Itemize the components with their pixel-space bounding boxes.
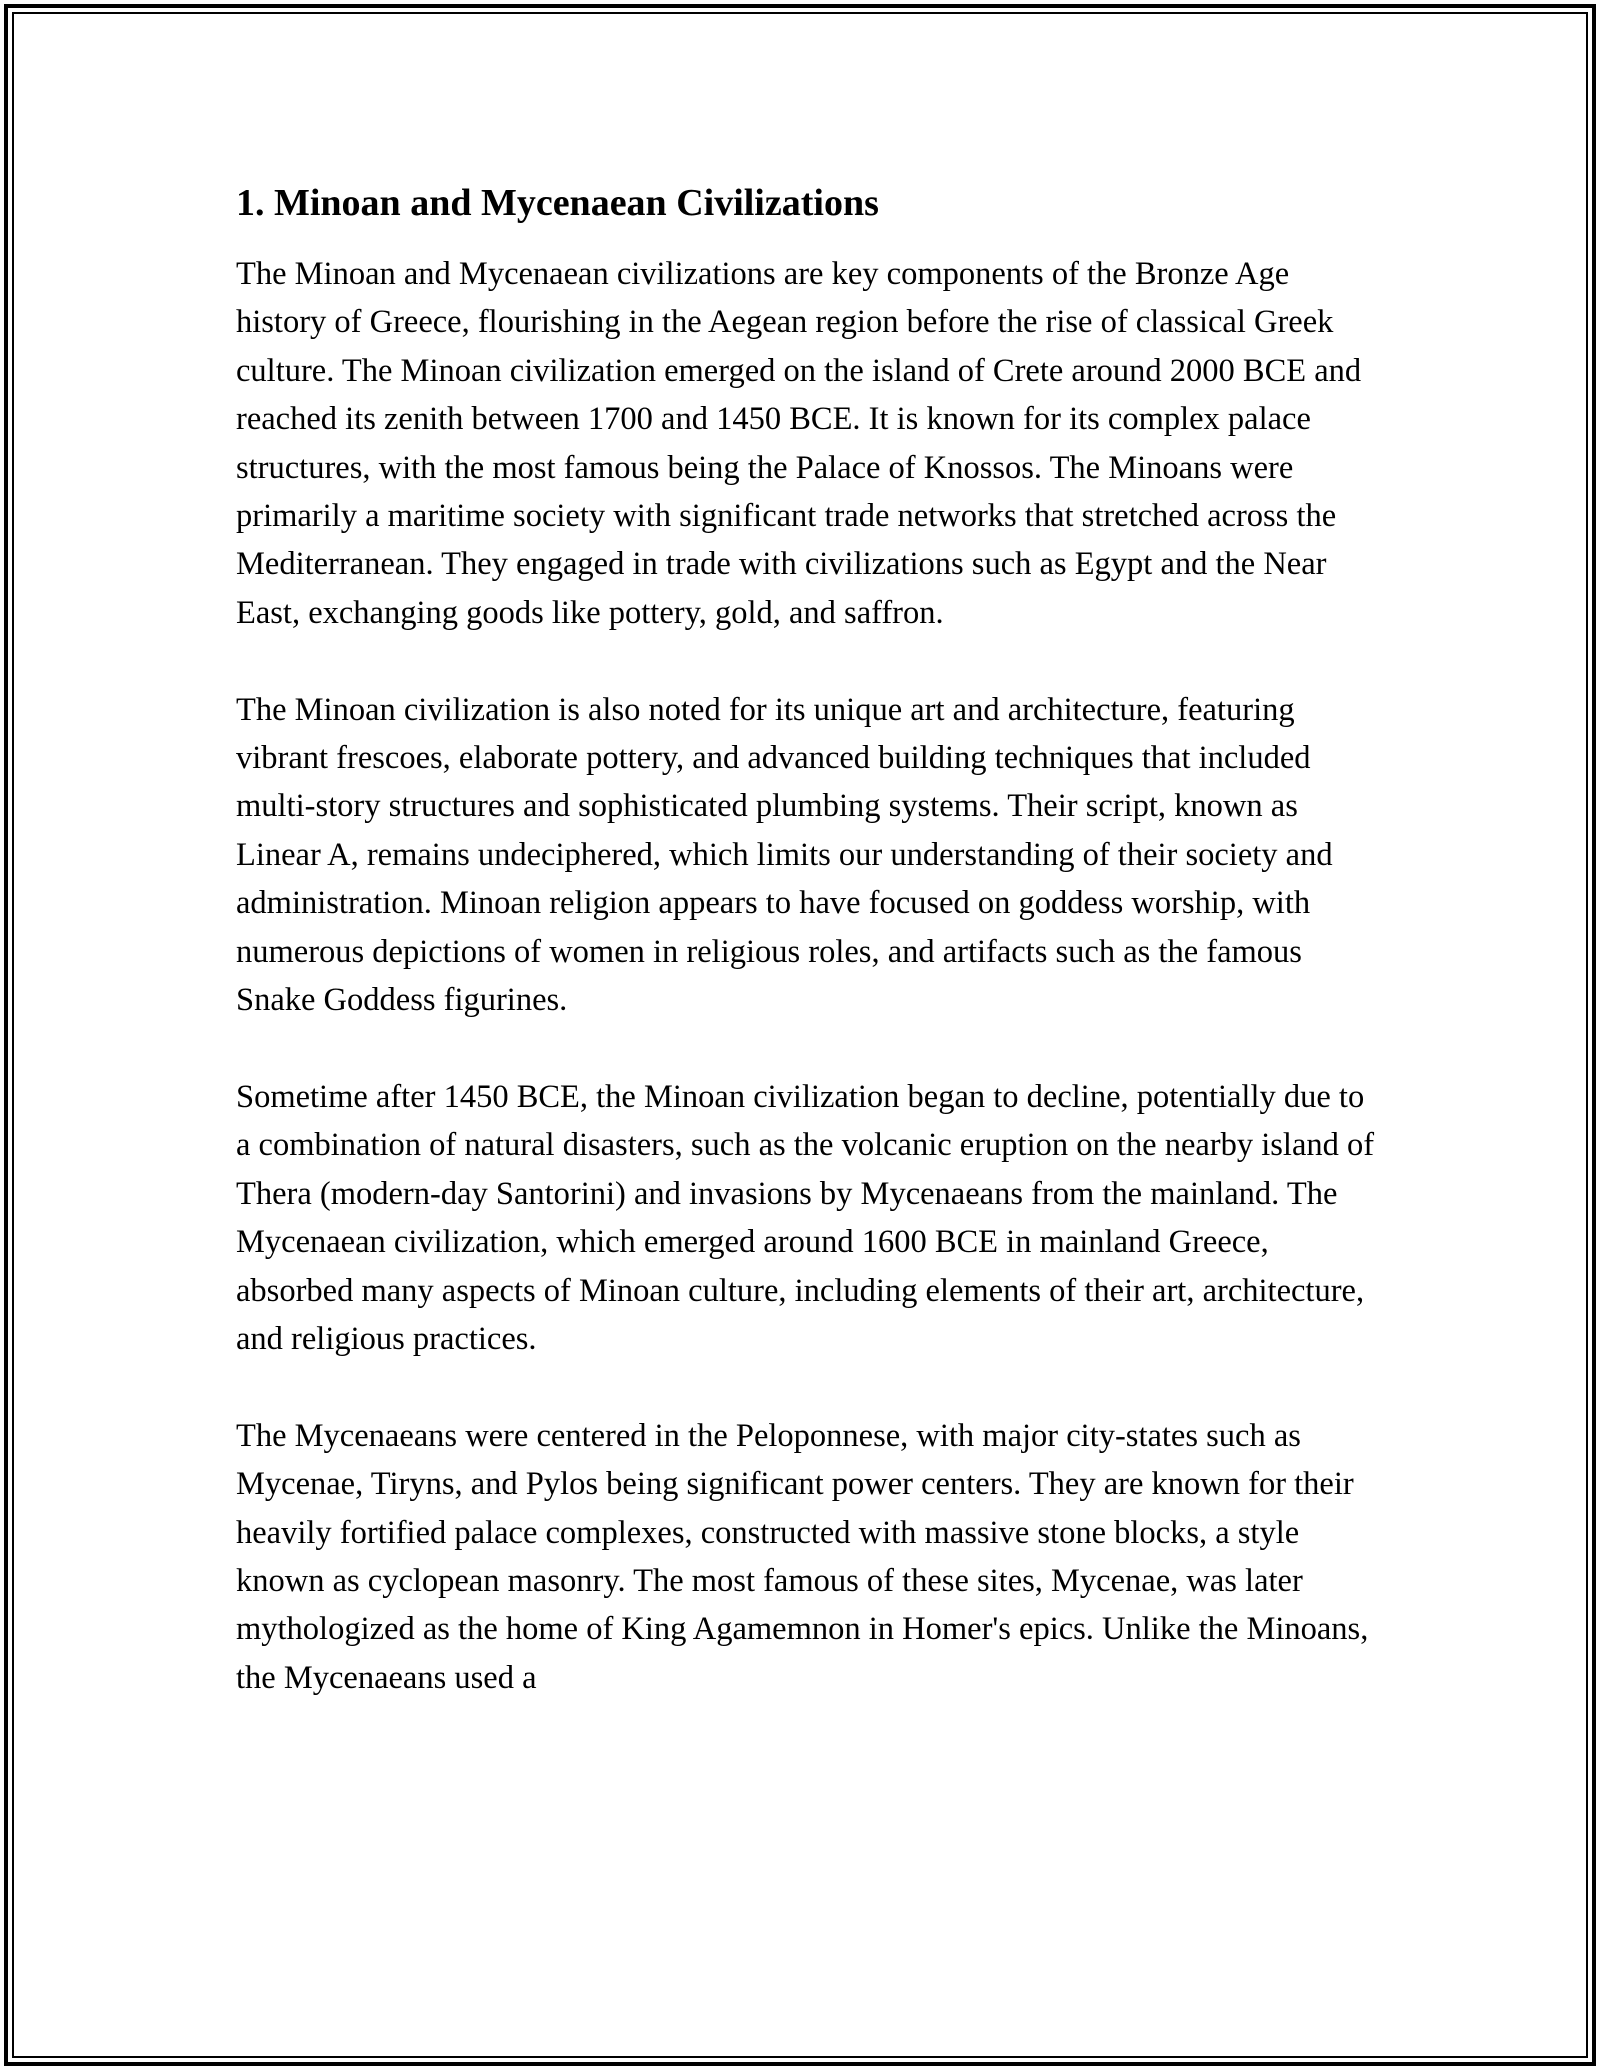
paragraph-mycenaeans: The Mycenaeans were centered in the Peloponnese, with major city-states such as Mycenae, Tiryns, and Pylos being significant power centers. They are known for their heavily fortified palace complexes, constructed with massive stone blocks, a style known as cyclopean masonry. The most famous of these sites, Mycenae, was later mythologized as the home of King Agamemnon in Homer's epics. Unlike the Minoans, the Mycenaeans used a xyxy=(236,1417,1369,1696)
section-heading: 1. Minoan and Mycenaean Civilizations xyxy=(236,182,879,224)
document-body xyxy=(236,178,1376,1751)
paragraph-minoan-intro: The Minoan and Mycenaean civilizations are key components of the Bronze Age history of Greece, flourishing in the Aegean region before the rise of classical Greek culture. The Minoan civilization emerged on the island of Crete around 2000 BCE and reached its zenith between 1700 and 1450 BCE. It is known for its complex palace structures, with the most famous being the Palace of Knossos. The Minoans were primarily a maritime society with significant trade networks that stretched across the Mediterranean. They engaged in trade with civilizations such as Egypt and the Near East, exchanging goods like pottery, gold, and saffron. xyxy=(236,256,1362,631)
paragraph-minoan-decline: Sometime after 1450 BCE, the Minoan civilization began to decline, potentially due to a combination of natural disasters, such as the volcanic eruption on the nearby island of Thera (modern-day Santorini) and invasions by Mycenaeans from the mainland. The Mycenaean civilization, which emerged around 1600 BCE in mainland Greece, absorbed many aspects of Minoan culture, including elements of their art, architecture, and religious practices. xyxy=(236,1078,1375,1357)
paragraph-minoan-art: The Minoan civilization is also noted for its unique art and architecture, featuring vibrant frescoes, elaborate pottery, and advanced building techniques that included multi-story structures and sophisticated plumbing systems. Their script, known as Linear A, remains undeciphered, which limits our understanding of their society and administration. Minoan religion appears to have focused on goddess worship, with numerous depictions of women in religious roles, and artifacts such as the famous Snake Goddess figurines. xyxy=(236,691,1333,1019)
